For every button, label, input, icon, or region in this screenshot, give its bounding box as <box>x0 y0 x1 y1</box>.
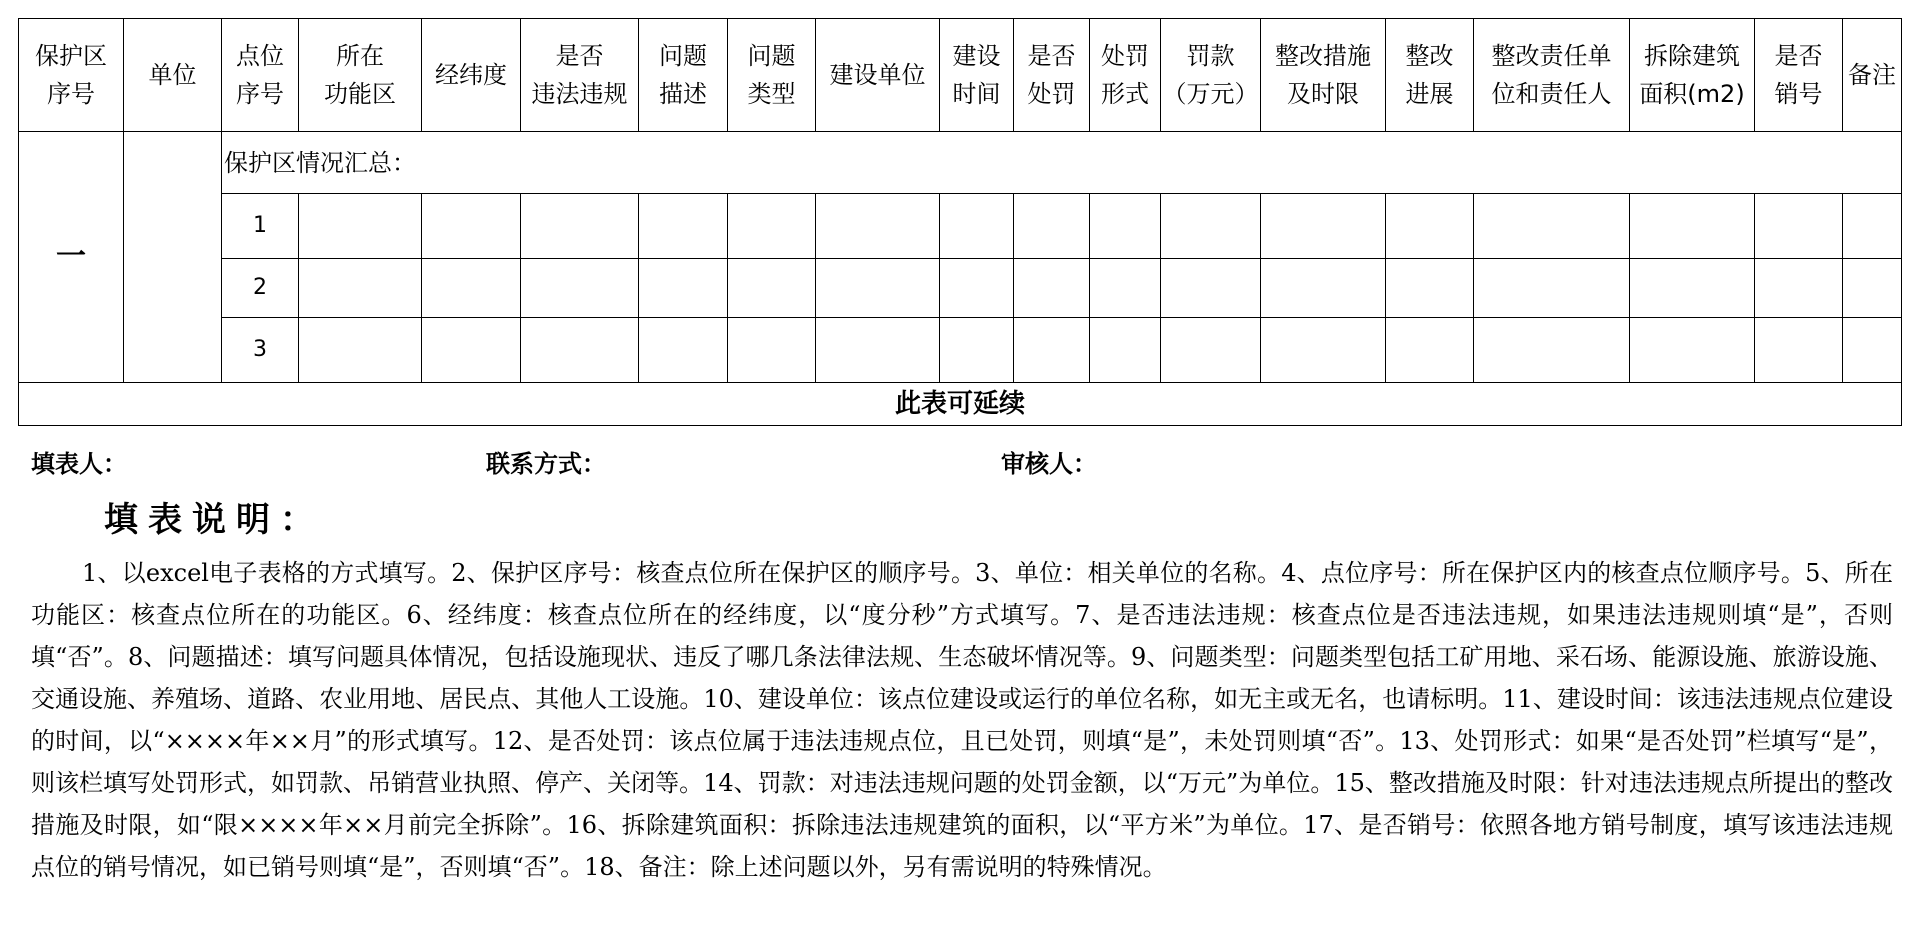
notes-body: 1、以excel电子表格的方式填写。2、保护区序号：核查点位所在保护区的顺序号。3、单位：相关单位的名称。4、点位序号：所在保护区内的核查点位顺序号。5、所在功能区：核查点位所在的功能区。6、经纬度：核查点位所在的经纬度，以“度分秒”方式填写。7、是否违法违规：核查点位是否违法违规，如果违法违规则填“是”，否则填“否”。8、问题描述：填写问题具体情况，包括设施现状、违反了哪几条法律法规、生态破坏情况等。9、问题类型：问题类型包括工矿用地、采石场、能源设施、旅游设施、交通设施、养殖场、道路、农业用地、居民点、其他人工设施。10、建设单位：该点位建设或运行的单位名称，如无主或无名，也请标明。11、建设时间：该违法违规点位建设的时间，以“××××年××月”的形式填写。12、是否处罚：该点位属于违法违规点位，且已处罚，则填“是”，未处罚则填“否”。13、处罚形式：如果“是否处罚”栏填写“是”，则该栏填写处罚形式，如罚款、吊销营业执照、停产、关闭等。14、罚款：对违法违规问题的处罚金额，以“万元”为单位。15、整改措施及时限：针对违法违规点所提出的整改措施及时限，如“限××××年××月前完全拆除”。16、拆除建筑面积：拆除违法违规建筑的面积，以“平方米”为单位。17、是否销号：依照各地方销号制度，填写该违法违规点位的销号情况，如已销号则填“是”，否则填“否”。18、备注：除上述问题以外，另有需说明的特殊情况。 <box>31 559 1893 881</box>
data-cell[interactable] <box>728 194 816 259</box>
data-cell[interactable] <box>1386 318 1474 383</box>
reviewer-label: 审核人： <box>1001 450 1097 478</box>
header-coordinates: 经纬度 <box>422 19 521 132</box>
data-cell[interactable] <box>1161 194 1261 259</box>
data-cell[interactable] <box>1755 259 1843 318</box>
data-cell[interactable] <box>816 194 940 259</box>
data-cell[interactable] <box>299 259 422 318</box>
data-cell[interactable] <box>639 194 728 259</box>
data-cell[interactable] <box>940 318 1014 383</box>
data-cell[interactable] <box>940 259 1014 318</box>
header-point-seq: 点位 序号 <box>222 19 299 132</box>
header-responsible-party: 整改责任单 位和责任人 <box>1474 19 1630 132</box>
data-cell[interactable] <box>728 318 816 383</box>
data-cell[interactable] <box>1014 318 1090 383</box>
data-cell[interactable] <box>940 194 1014 259</box>
data-cell[interactable] <box>1755 318 1843 383</box>
data-cell[interactable] <box>299 194 422 259</box>
data-cell[interactable] <box>422 318 521 383</box>
table-row <box>19 194 1902 259</box>
data-cell[interactable] <box>639 259 728 318</box>
reserve-summary-label: 保护区情况汇总： <box>222 132 1902 194</box>
data-cell[interactable] <box>422 194 521 259</box>
table-footer-row <box>19 383 1902 426</box>
header-reserve-seq: 保护区 序号 <box>19 19 124 132</box>
reserve-seq-cell: 一 <box>19 132 124 383</box>
header-unit: 单位 <box>124 19 222 132</box>
summary-row <box>19 132 1902 194</box>
point-seq-cell: 3 <box>222 318 299 383</box>
header-is-violation: 是否 违法违规 <box>521 19 639 132</box>
header-fine: 罚款 （万元） <box>1161 19 1261 132</box>
data-cell[interactable] <box>1843 318 1902 383</box>
data-cell[interactable] <box>521 259 639 318</box>
data-cell[interactable] <box>1474 318 1630 383</box>
table-row <box>19 318 1902 383</box>
header-is-penalized: 是否 处罚 <box>1014 19 1090 132</box>
table-row <box>19 259 1902 318</box>
data-cell[interactable] <box>1386 259 1474 318</box>
data-cell[interactable] <box>1090 194 1161 259</box>
violation-checklist-table <box>18 18 1902 426</box>
data-cell[interactable] <box>816 259 940 318</box>
data-cell[interactable] <box>1630 318 1755 383</box>
contact-label: 联系方式： <box>486 450 606 478</box>
data-cell[interactable] <box>1261 318 1386 383</box>
data-cell[interactable] <box>1090 259 1161 318</box>
header-rectification-measures: 整改措施 及时限 <box>1261 19 1386 132</box>
data-cell[interactable] <box>1630 259 1755 318</box>
data-cell[interactable] <box>521 194 639 259</box>
data-cell[interactable] <box>1090 318 1161 383</box>
data-cell[interactable] <box>422 259 521 318</box>
data-cell[interactable] <box>1261 194 1386 259</box>
data-cell[interactable] <box>1630 194 1755 259</box>
data-cell[interactable] <box>1161 318 1261 383</box>
data-cell[interactable] <box>1474 259 1630 318</box>
header-rectification-progress: 整改 进展 <box>1386 19 1474 132</box>
data-cell[interactable] <box>1755 194 1843 259</box>
point-seq-cell: 2 <box>222 259 299 318</box>
filler-label: 填表人： <box>31 450 127 478</box>
header-demolished-area: 拆除建筑 面积(m2) <box>1630 19 1755 132</box>
notes-title: 填表说明： <box>104 500 324 540</box>
data-cell[interactable] <box>1014 194 1090 259</box>
header-builder: 建设单位 <box>816 19 940 132</box>
header-problem-description: 问题 描述 <box>639 19 728 132</box>
data-cell[interactable] <box>816 318 940 383</box>
header-problem-type: 问题 类型 <box>728 19 816 132</box>
signoff-line <box>0 446 1919 482</box>
data-cell[interactable] <box>1843 259 1902 318</box>
table-extendable-note: 此表可延续 <box>19 383 1902 426</box>
data-cell[interactable] <box>1843 194 1902 259</box>
header-penalty-form: 处罚 形式 <box>1090 19 1161 132</box>
data-cell[interactable] <box>728 259 816 318</box>
point-seq-cell: 1 <box>222 194 299 259</box>
unit-cell[interactable] <box>124 132 222 383</box>
data-cell[interactable] <box>1474 194 1630 259</box>
data-cell[interactable] <box>521 318 639 383</box>
header-is-closed: 是否 销号 <box>1755 19 1843 132</box>
data-cell[interactable] <box>639 318 728 383</box>
header-remarks: 备注 <box>1843 19 1902 132</box>
data-cell[interactable] <box>1014 259 1090 318</box>
header-function-zone: 所在 功能区 <box>299 19 422 132</box>
data-cell[interactable] <box>1261 259 1386 318</box>
data-cell[interactable] <box>1386 194 1474 259</box>
table-header-row <box>19 19 1902 132</box>
data-cell[interactable] <box>299 318 422 383</box>
data-cell[interactable] <box>1161 259 1261 318</box>
header-build-time: 建设 时间 <box>940 19 1014 132</box>
